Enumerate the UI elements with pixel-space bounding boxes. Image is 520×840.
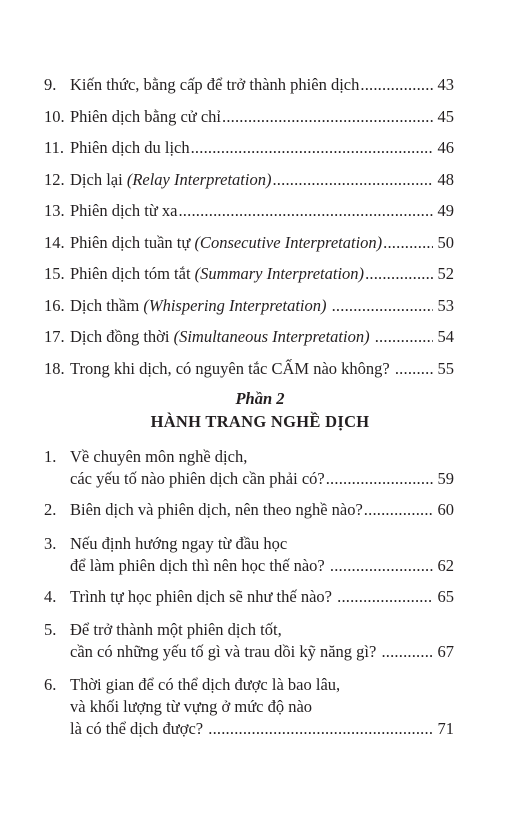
- entry-number: 6.: [44, 675, 57, 694]
- entry-title: Dịch đồng thời: [70, 327, 174, 346]
- entry-number: 3.: [44, 534, 57, 553]
- entry-title: Dịch lại: [70, 170, 127, 189]
- entry-title: Phiên dịch tóm tắt: [70, 264, 195, 283]
- entry-text: [70, 326, 454, 348]
- toc-entry[interactable]: [44, 232, 454, 254]
- entry-number: 16.: [44, 296, 65, 315]
- entry-number: 14.: [44, 233, 65, 252]
- entry-number: 5.: [44, 620, 57, 639]
- toc-entry[interactable]: [44, 555, 454, 577]
- page-number: 67: [437, 642, 454, 661]
- page-number: 54: [437, 327, 454, 346]
- page-number: 71: [437, 719, 454, 738]
- entry-text: [70, 169, 454, 191]
- page-number: 46: [437, 138, 454, 157]
- part-title: HÀNH TRANG NGHỀ DỊCH: [150, 412, 370, 431]
- entry-text: [70, 200, 454, 222]
- entry-text: [70, 555, 454, 577]
- entry-text: [70, 446, 454, 468]
- toc-entry[interactable]: [44, 674, 454, 696]
- dot-leader: [330, 555, 433, 577]
- dot-leader: [360, 74, 433, 96]
- toc-entry[interactable]: [44, 106, 454, 128]
- dot-leader: [222, 106, 433, 128]
- dot-leader: [395, 358, 433, 380]
- toc-entry[interactable]: [44, 446, 454, 468]
- entry-text: [70, 74, 454, 96]
- page-number: 45: [437, 107, 454, 126]
- entry-title: Phiên dịch từ xa: [70, 201, 178, 220]
- dot-leader: [383, 232, 433, 254]
- entry-text: [70, 263, 454, 285]
- entry-title: là có thể dịch được?: [70, 719, 208, 738]
- page-number: 52: [437, 264, 454, 283]
- entry-title: Phiên dịch bằng cử chỉ: [70, 107, 221, 126]
- entry-title: Biên dịch và phiên dịch, nên theo nghề nào?: [70, 500, 363, 519]
- entry-number: 1.: [44, 447, 57, 466]
- entry-text: [70, 137, 454, 159]
- entry-text: [70, 696, 454, 718]
- dot-leader: [208, 718, 433, 740]
- entry-title: Trong khi dịch, có nguyên tắc CẤM nào không?: [70, 359, 394, 378]
- entry-number: 13.: [44, 201, 65, 220]
- entry-text: [70, 674, 454, 696]
- dot-leader: [365, 263, 433, 285]
- entry-number: 4.: [44, 587, 57, 606]
- entry-title-italic: (Whispering Interpretation): [143, 296, 331, 315]
- toc-entry[interactable]: [44, 200, 454, 222]
- toc-entry[interactable]: [44, 137, 454, 159]
- entry-title: Dịch thầm: [70, 296, 144, 315]
- toc-entry[interactable]: [44, 619, 454, 641]
- entry-text: [70, 641, 454, 663]
- page-number: 49: [437, 201, 454, 220]
- toc-entry[interactable]: [44, 295, 454, 317]
- entry-text: [70, 232, 454, 254]
- dot-leader: [272, 169, 433, 191]
- entry-text: [70, 586, 454, 608]
- page-number: 48: [437, 170, 454, 189]
- dot-leader: [375, 326, 433, 348]
- entry-number: 11.: [44, 138, 65, 157]
- entry-number: 9.: [44, 75, 57, 94]
- toc-entry[interactable]: [44, 499, 454, 521]
- toc-entry[interactable]: [44, 74, 454, 96]
- toc-entry[interactable]: [44, 169, 454, 191]
- toc-entry[interactable]: [44, 358, 454, 380]
- entry-title: Phiên dịch tuần tự: [70, 233, 195, 252]
- entry-title-italic: (Simultaneous Interpretation): [173, 327, 374, 346]
- entry-number: 15.: [44, 264, 65, 283]
- entry-title: Trình tự học phiên dịch sẽ như thế nào?: [70, 587, 337, 606]
- dot-leader: [191, 137, 433, 159]
- entry-title: Thời gian để có thể dịch được là bao lâu,: [70, 675, 341, 694]
- dot-leader: [332, 295, 433, 317]
- entry-title-italic: (Relay Interpretation): [126, 170, 272, 189]
- entry-text: [70, 468, 454, 490]
- page-number: 43: [437, 75, 454, 94]
- entry-title: cần có những yếu tố gì và trau dồi kỹ năng gì?: [70, 642, 381, 661]
- page-number: 53: [437, 296, 454, 315]
- entry-title: Phiên dịch du lịch: [70, 138, 190, 157]
- entry-number: 12.: [44, 170, 65, 189]
- dot-leader: [178, 200, 433, 222]
- page-number: 59: [437, 469, 454, 488]
- dot-leader: [364, 499, 433, 521]
- page-number: 65: [437, 587, 454, 606]
- toc-entry[interactable]: [44, 533, 454, 555]
- entry-number: 10.: [44, 107, 65, 126]
- toc-entry[interactable]: [44, 718, 454, 740]
- page-number: 50: [437, 233, 454, 252]
- toc-entry[interactable]: [44, 468, 454, 490]
- toc-entry[interactable]: [44, 326, 454, 348]
- entry-title: Để trở thành một phiên dịch tốt,: [70, 620, 282, 639]
- entry-text: [70, 295, 454, 317]
- entry-title: các yếu tố nào phiên dịch cần phải có?: [70, 469, 325, 488]
- entry-title: Nếu định hướng ngay từ đầu học: [70, 534, 288, 553]
- page-number: 62: [437, 556, 454, 575]
- entry-title: và khối lượng từ vựng ở mức độ nào: [70, 697, 313, 716]
- entry-title: Kiến thức, bằng cấp để trở thành phiên dịch: [70, 75, 360, 94]
- entry-number: 2.: [44, 500, 57, 519]
- page-number: 55: [437, 359, 454, 378]
- dot-leader: [337, 586, 433, 608]
- entry-title-italic: (Consecutive Interpretation): [194, 233, 383, 252]
- toc-entry[interactable]: [44, 586, 454, 608]
- toc-entry[interactable]: [44, 263, 454, 285]
- entry-title: Về chuyên môn nghề dịch,: [70, 447, 248, 466]
- entry-text: [70, 718, 454, 740]
- entry-title: để làm phiên dịch thì nên học thế nào?: [70, 556, 329, 575]
- entry-text: [70, 533, 454, 555]
- dot-leader: [381, 641, 433, 663]
- entry-text: [70, 358, 454, 380]
- part-label: Phần 2: [235, 389, 285, 408]
- entry-text: [70, 499, 454, 521]
- entry-text: [70, 619, 454, 641]
- entry-title-italic: (Summary Interpretation): [194, 264, 365, 283]
- dot-leader: [326, 468, 433, 490]
- entry-text: [70, 106, 454, 128]
- entry-number: 18.: [44, 359, 65, 378]
- toc-entry[interactable]: [44, 641, 454, 663]
- entry-number: 17.: [44, 327, 65, 346]
- toc-entry[interactable]: [44, 696, 454, 718]
- page-number: 60: [437, 500, 454, 519]
